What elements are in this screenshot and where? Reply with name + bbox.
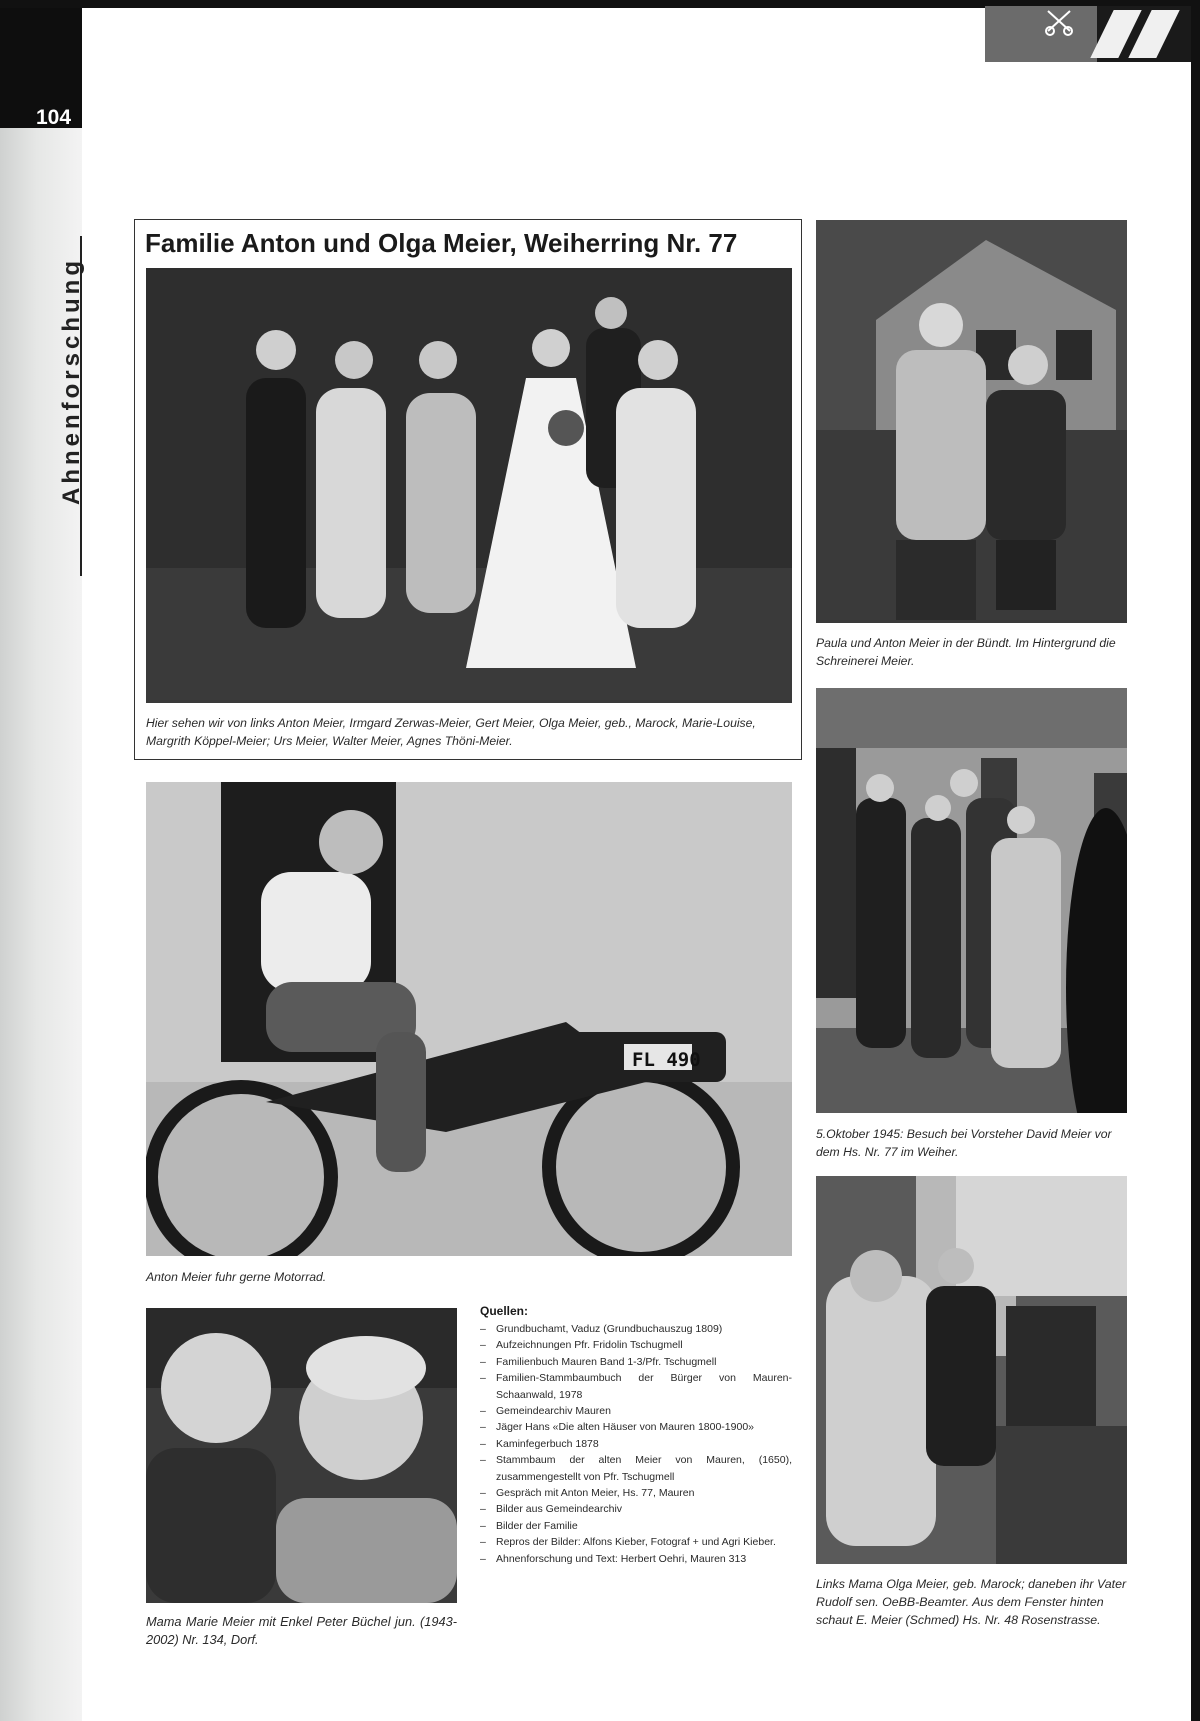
paula-anton-photo — [816, 220, 1127, 623]
motorcycle-photo — [146, 782, 792, 1256]
grandmother-caption: Mama Marie Meier mit Enkel Peter Büchel jun. (1943-2002) Nr. 134, Dorf. — [146, 1614, 457, 1647]
grandmother-photo — [146, 1308, 457, 1603]
wedding-caption: Hier sehen wir von links Anton Meier, Irmgard Zerwas-Meier, Gert Meier, Olga Meier, geb., Marock, Marie-Louise, Margrith Köppel-Meier; Urs Meier, Walter Meier, Agnes Thöni-Meier. — [146, 716, 756, 748]
olga-marock-photo — [816, 1176, 1127, 1564]
source-item: – Kaminfegerbuch 1878 — [480, 1436, 792, 1452]
wedding-photo — [146, 268, 792, 703]
license-plate-text: FL 490 — [632, 1049, 701, 1071]
corner-decoration-inner — [985, 6, 1097, 62]
source-item: – Familien-Stammbaumbuch der Bürger von Mauren-Schaanwald, 1978 — [480, 1370, 792, 1403]
article-title: Familie Anton und Olga Meier, Weiherring Nr. 77 — [145, 228, 738, 258]
source-item: – Grundbuchamt, Vaduz (Grundbuchauszug 1809) — [480, 1321, 792, 1337]
source-item: – Stammbaum der alten Meier von Mauren, (1650), zusammengestellt von Pfr. Tschugmell — [480, 1452, 792, 1485]
source-item: – Repros der Bilder: Alfons Kieber, Fotograf + und Agri Kieber. — [480, 1534, 792, 1550]
sources-list — [480, 1321, 792, 1567]
scissors-icon — [1044, 7, 1076, 37]
source-item: – Bilder der Familie — [480, 1518, 792, 1534]
source-item: – Familienbuch Mauren Band 1-3/Pfr. Tschugmell — [480, 1354, 792, 1370]
motorcycle-caption: Anton Meier fuhr gerne Motorrad. — [146, 1270, 327, 1284]
olga-marock-caption: Links Mama Olga Meier, geb. Marock; daneben ihr Vater Rudolf sen. OeBB-Beamter. Aus dem Fenster hinten schaut E. Meier (Schmed) Hs. Nr. 48 Rosenstrasse. — [816, 1577, 1127, 1627]
source-item: – Aufzeichnungen Pfr. Fridolin Tschugmell — [480, 1337, 792, 1353]
source-item: – Bilder aus Gemeindearchiv — [480, 1501, 792, 1517]
sources-heading: Quellen: — [480, 1304, 529, 1318]
visit-1945-photo — [816, 688, 1127, 1113]
source-item: – Gespräch mit Anton Meier, Hs. 77, Mauren — [480, 1485, 792, 1501]
section-label: Ahnenforschung — [58, 257, 85, 505]
source-item: – Gemeindearchiv Mauren — [480, 1403, 792, 1419]
source-item: – Jäger Hans «Die alten Häuser von Mauren 1800-1900» — [480, 1419, 792, 1435]
source-item: – Ahnenforschung und Text: Herbert Oehri, Mauren 313 — [480, 1551, 792, 1567]
paula-anton-caption: Paula und Anton Meier in der Bündt. Im Hintergrund die Schreinerei Meier. — [816, 636, 1116, 668]
scan-right-edge — [1191, 0, 1200, 1721]
visit-1945-caption: 5.Oktober 1945: Besuch bei Vorsteher David Meier vor dem Hs. Nr. 77 im Weiher. — [816, 1127, 1112, 1159]
page-number: 104 — [36, 106, 72, 129]
